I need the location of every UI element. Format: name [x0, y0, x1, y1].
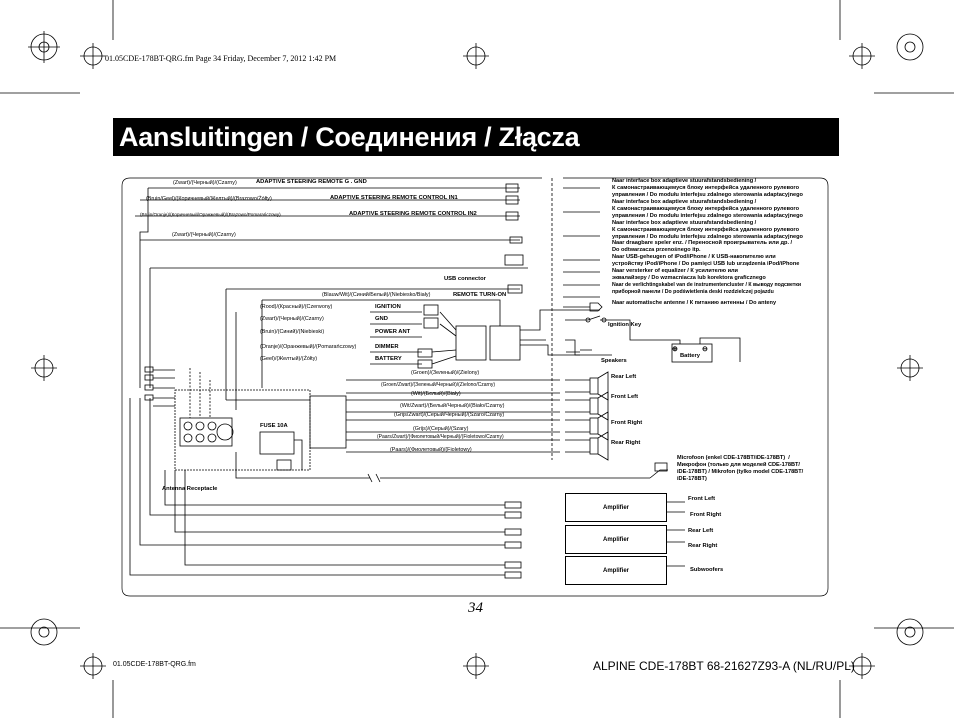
- amplifier-box: Amplifier: [565, 493, 667, 522]
- connection-description: Naar interface box adaptieve stuurafstandsbediening / К самонастраивающемуся блоку интерфейса удаленного рулевого управления / Do modułu interfejsu zdalnego sterowania adaptacyjnego: [612, 199, 803, 219]
- wire-color-label: (Rood)/(Красный)/(Czerwony): [260, 304, 333, 310]
- amplifier-box: Amplifier: [565, 525, 667, 554]
- ignition-key-label: Ignition Key: [608, 322, 642, 328]
- speaker-wire-label: (Paars)/(Фиолетовый)/(Fioletowy): [390, 447, 472, 453]
- speaker-name: Front Right: [611, 420, 643, 426]
- title-bar: [113, 118, 839, 156]
- page-number: 34: [468, 600, 483, 616]
- microphone-label: Microfoon (enkel CDE-178BT/iDE-178BT) / Микрофон (только для моделей CDE-178BT/ iDE-178BT) / Mikrofon (tylko model CDE-178BT/ iDE-178BT): [677, 455, 804, 482]
- registration-mark-tc: [463, 43, 489, 69]
- wire-function-label: DIMMER: [375, 344, 399, 350]
- registration-mark-tr: [849, 43, 875, 69]
- speaker-wire-label: (Paars/Zwart)/(Фиолетовый/Черный)/(Fioletowo/Czarny): [377, 434, 504, 440]
- wire-function-label: IGNITION: [375, 304, 401, 310]
- registration-mark-mr: [897, 355, 923, 381]
- connection-description: Naar automatische antenne / К питанию антенны / Do anteny: [612, 300, 777, 306]
- registration-mark-bl: [31, 619, 57, 645]
- speaker-name: Front Left: [611, 394, 639, 400]
- wire-color-label: (Blauw/Wit)/(Синий/Белый)/(Niebiesko/Biały): [322, 292, 431, 298]
- connection-description: Naar de verlichtingskabel van de instrumentencluster / К выводу подсветки приборной панели / Do podświetlenia deski rozdzielczej pojazdu: [612, 282, 802, 295]
- speaker-wire-label: (Wit)/(Белый)/(Biały): [411, 391, 461, 397]
- wire-color-label: (Bruin/Geel)/(Коричневый/Желтый)/(Brazowo/Żółty): [146, 196, 272, 202]
- fuse-label: FUSE 10A: [260, 423, 288, 429]
- wire-function-label: POWER ANT: [375, 329, 411, 335]
- amplifier-box: Amplifier: [565, 556, 667, 585]
- speaker-wire-label: (Groen/Zwart)/(Зеленый/Черный)/(Zielono/Czarny): [381, 382, 496, 388]
- footer-model: ALPINE CDE-178BT 68-21627Z93-A (NL/RU/PL): [593, 659, 855, 673]
- amp-output-label: Rear Right: [688, 543, 718, 549]
- usb-connector-label: USB connector: [444, 276, 486, 282]
- wire-color-label: (Oranje)/(Оранжевый)/(Pomarańczowy): [260, 344, 357, 350]
- registration-mark-bc: [463, 653, 489, 679]
- battery-plus-icon: ⊕: [672, 346, 678, 353]
- speaker-wire-label: (Grijs)/(Серый)/(Szary): [413, 426, 469, 432]
- wire-function-label: GND: [375, 316, 388, 322]
- wire-function-label: BATTERY: [375, 356, 402, 362]
- amp-output-label: Front Left: [688, 496, 716, 502]
- registration-mark-tl: [28, 31, 60, 63]
- wire-function-label: REMOTE TURN-ON: [453, 292, 507, 298]
- connection-description: Naar versterker of equalizer / К усилителю или эквалайзеру / Do wzmacniacza lub korektora graficznego: [612, 268, 766, 281]
- registration-mark-ml: [31, 355, 57, 381]
- amp-output-label: Front Right: [690, 512, 722, 518]
- connection-description: Naar draagbare speler enz. / Переносной проигрыватель или др. / Do odtwarzacza przenośnego itp.: [612, 240, 793, 253]
- amp-output-label: Rear Left: [688, 528, 714, 534]
- amp-output-label: Subwoofers: [690, 567, 724, 573]
- wire-color-label: (Geel)/(Желтый)/(Żółty): [260, 356, 318, 362]
- connection-description: Naar interface box adaptieve stuurafstandsbediening / К самонастраивающемуся блоку интерфейса удаленного рулевого управления / Do modułu interfejsu zdalnego sterowania adaptacyjnego: [612, 220, 803, 240]
- print-header: 01.05CDE-178BT-QRG.fm Page 34 Friday, December 7, 2012 1:42 PM: [105, 54, 337, 63]
- wire-color-label: (Zwart)/(Черный)/(Czarny): [173, 180, 237, 186]
- battery-minus-icon: ⊖: [702, 346, 708, 353]
- antenna-label: Antenna Receptacle: [162, 486, 218, 492]
- speaker-name: Rear Left: [611, 374, 637, 380]
- speaker-rear-right: [565, 432, 608, 460]
- registration-mark-tr2: [897, 34, 923, 60]
- wire-color-label: (Zwart)/(Черный)/(Czarny): [260, 316, 324, 322]
- speaker-wire-label: (Grijs/Zwart)/(Серый/Черный)/(Szaro/Czarny): [394, 412, 505, 418]
- registration-mark-br2: [897, 619, 923, 645]
- registration-mark-bl2: [80, 653, 106, 679]
- page-title: Aansluitingen / Соединения / Złącza: [119, 122, 580, 152]
- registration-mark-tl2: [80, 43, 106, 69]
- speaker-wire-label: (Groen)/(Зеленый)/(Zielony): [411, 370, 480, 376]
- wire-function-label: ADAPTIVE STEERING REMOTE G . GND: [256, 179, 367, 185]
- speaker-wire-label: (Wit/Zwart)/(Белый/Черный)/(Biało/Czarny): [400, 403, 505, 409]
- wire-color-label: (Bruin)/(Синий)/(Niebieski): [260, 329, 325, 335]
- speaker-name: Rear Right: [611, 440, 641, 446]
- footer-file: 01.05CDE-178BT-QRG.fm: [113, 661, 196, 668]
- connection-description: Naar interface box adaptieve stuurafstandsbediening / К самонастраивающемуся блоку интерфейса удаленного рулевого управления / Do modułu interfejsu zdalnego sterowania adaptacyjnego: [612, 178, 803, 198]
- wire-color-label: (Bruin/Oranje)/(Коричневый/Оранжевый)/(Brązowo/Pomarańczowy): [140, 212, 281, 217]
- wire-function-label: ADAPTIVE STEERING REMOTE CONTROL IN2: [349, 211, 477, 217]
- speakers-label: Speakers: [601, 358, 627, 364]
- battery-label: Battery: [680, 353, 700, 359]
- wire-function-label: ADAPTIVE STEERING REMOTE CONTROL IN1: [330, 195, 458, 201]
- wire-color-label: (Zwart)/(Черный)/(Czarny): [172, 232, 236, 238]
- connection-description: Naar USB-geheugen of iPod/iPhone / К USB-накопителю или устройству iPod/iPhone / Do pamięci USB lub urządzenia iPod/iPhone: [612, 254, 800, 267]
